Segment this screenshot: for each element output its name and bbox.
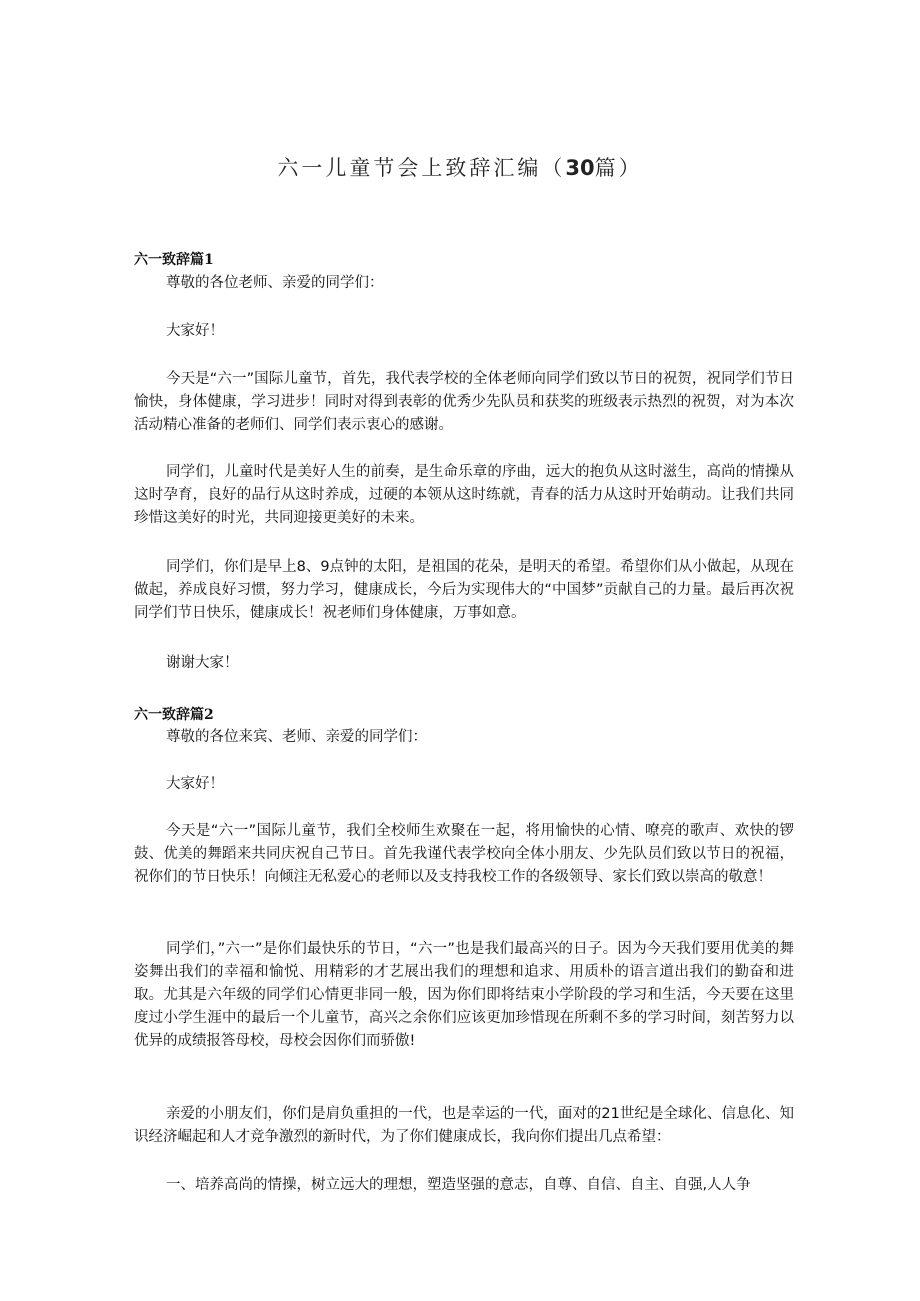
document-title <box>0 152 920 182</box>
paragraph: 同学们，你们是早上8、9点钟的太阳，是祖国的花朵，是明天的希望。希望你们从小做起，从现在做起，养成良好习惯，努力学习，健康成长，今后为实现伟大的“中国梦”贡献自己的力量。最后再次祝同学们节日快乐，健康成长！祝老师们身体健康，万事如意。 <box>134 559 794 621</box>
greeting-1: 大家好！ <box>166 323 224 339</box>
paragraph: 一、培养高尚的情操，树立远大的理想，塑造坚强的意志，自尊、自信、自主、自强,人人争 <box>166 1177 751 1193</box>
salutation-1: 尊敬的各位老师、亲爱的同学们： <box>166 275 384 291</box>
title-suffix: 篇） <box>594 156 643 180</box>
greeting-2: 大家好！ <box>166 776 224 792</box>
title-text: 六一儿童节会上致辞汇编（ <box>277 156 566 180</box>
title-count: 30 <box>565 156 595 180</box>
paragraph: 今天是“六一”国际儿童节，我们全校师生欢聚在一起，将用愉快的心情、嘹亮的歌声、欢快的锣鼓、优美的舞蹈来共同庆祝自己节日。首先我谨代表学校向全体小朋友、少先队员们致以节日的祝福，祝你们的节日快乐！向倾注无私爱心的老师以及支持我校工作的各级领导、家长们致以崇高的敬意！ <box>134 823 794 885</box>
section-heading-2: 六一致辞篇2 <box>134 707 214 723</box>
salutation-2: 尊敬的各位来宾、老师、亲爱的同学们： <box>166 729 427 745</box>
paragraph: 亲爱的小朋友们，你们是肩负重担的一代，也是幸运的一代，面对的21世纪是全球化、信息化、知识经济崛起和人才竞争激烈的新时代，为了你们健康成长，我向你们提出几点希望： <box>134 1106 794 1145</box>
paragraph: 同学们，”六一”是你们最快乐的节日，“六一”也是我们最高兴的日子。因为今天我们要用优美的舞姿舞出我们的幸福和愉悦、用精彩的才艺展出我们的理想和追求、用质朴的语言道出我们的勤奋和进取。尤其是六年级的同学们心情更非同一般，因为你们即将结束小学阶段的学习和生活，今天要在这里度过小学生涯中的最后一个儿童节，高兴之余你们应该更加珍惜现在所剩不多的学习时间，刻苦努力以优异的成绩报答母校，母校会因你们而骄傲! <box>134 941 794 1049</box>
paragraph: 今天是“六一”国际儿童节，首先，我代表学校的全体老师向同学们致以节日的祝贺，祝同学们节日愉快，身体健康，学习进步！同时对得到表彰的优秀少先队员和获奖的班级表示热烈的祝贺，对为本次活动精心准备的老师们、同学们表示衷心的感谢。 <box>134 371 794 433</box>
closing-1: 谢谢大家！ <box>166 655 239 671</box>
paragraph: 同学们，儿童时代是美好人生的前奏，是生命乐章的序曲，远大的抱负从这时滋生，高尚的情操从这时孕育，良好的品行从这时养成，过硬的本领从这时练就，青春的活力从这时开始萌动。让我们共同珍惜这美好的时光，共同迎接更美好的未来。 <box>134 464 794 526</box>
section-heading-1: 六一致辞篇1 <box>134 252 214 268</box>
